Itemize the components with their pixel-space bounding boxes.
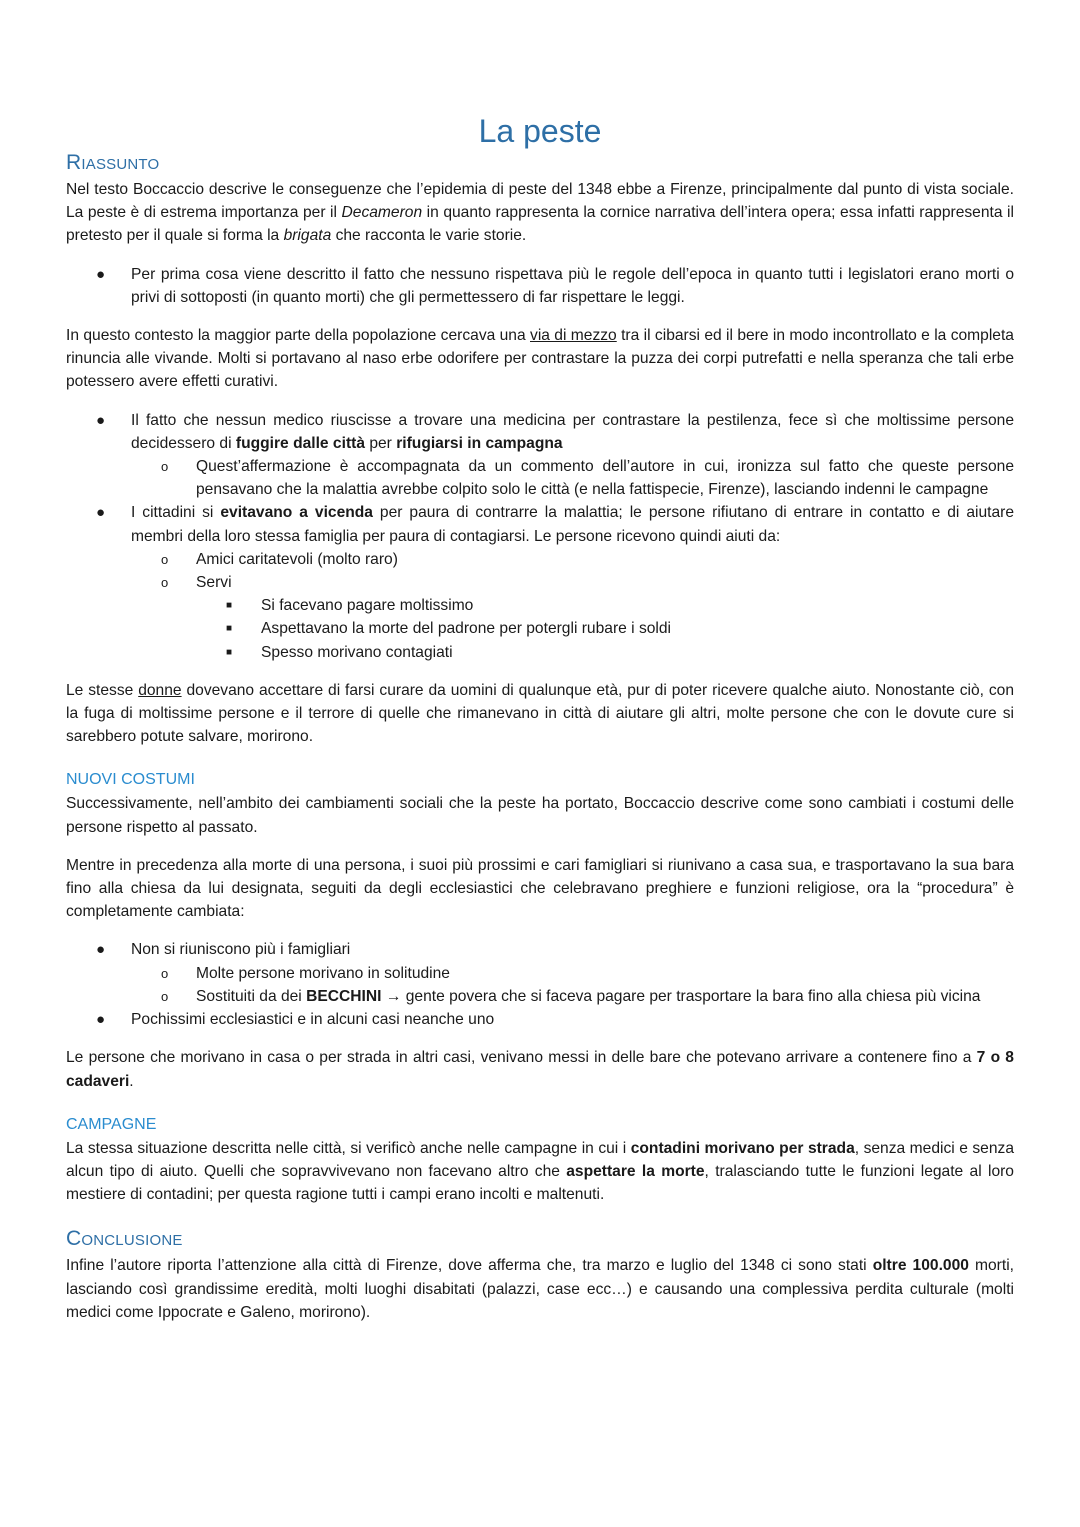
bullet-circle-icon: o: [161, 459, 169, 475]
bullet-disc-icon: ●: [96, 265, 106, 283]
bullet-list: [66, 938, 1014, 1031]
section-heading-nuovi-costumi: NUOVI COSTUMI: [66, 771, 195, 789]
list-item: o Quest’affermazione è accompagnata da un commento dell’autore in cui, ironizza sul fatto che queste persone pensavano che la malattia avrebbe colpito solo le città (e nella fattispecie, Firenze), lasciando indenni le campagne: [131, 455, 1014, 501]
bullet-square-icon: ■: [226, 646, 233, 658]
list-item: ● Per prima cosa viene descritto il fatto che nessuno rispettava più le regole dell’epoca in quanto tutti i legislatori erano morti o privi di sottoposti (in quanto morti) che gli permettessero di far rispettare le leggi.: [66, 263, 1014, 309]
paragraph: Le persone che morivano in casa o per strada in altri casi, venivano messi in delle bare che potevano arrivare a contenere fino a 7 o 8 cadaveri.: [66, 1049, 1014, 1090]
bullet-disc-icon: ●: [96, 1011, 106, 1029]
paragraph: Mentre in precedenza alla morte di una persona, i suoi più prossimi e cari famigliari si riunivano a casa sua, e trasportavano la sua bara fino alla chiesa da lui designata, seguiti da degli ecclesiastici che celebravano preghiere e funzioni religiose, ora la “procedura” è completamente cambiata:: [66, 856, 1014, 921]
bullet-circle-icon: o: [161, 988, 169, 1004]
bullet-square-icon: ■: [226, 623, 233, 635]
paragraph: In questo contesto la maggior parte della popolazione cercava una via di mezzo tra il cibarsi ed il bere in modo incontrollato e la completa rinuncia alle vivande. Molti si portavano al naso erbe odorifere per contrastare la puzza dei corpi putrefatti e nella speranza che tali erbe potessero avere effetti curativi.: [66, 327, 1014, 391]
list-item: o Amici caritatevoli (molto raro): [131, 548, 1014, 571]
list-item: ● I cittadini si evitavano a vicenda per paura di contrarre la malattia; le persone rifiutano di entrare in contatto e di aiutare membri della loro stessa famiglia per paura di contagiarsi. Le persone ricevono quindi aiuti da: o Amici caritatevoli (molto raro) o Servi ■ Si facevano pagare moltissimo ■ Aspettavano la morte del padrone per potergli rubare i soldi ■ Spesso morivano contagiati: [66, 501, 1014, 663]
bullet-circle-icon: o: [161, 965, 169, 981]
paragraph: Le stesse donne dovevano accettare di farsi curare da uomini di qualunque età, pur di poter ricevere qualche aiuto. Nonostante ciò, con la fuga di moltissime persone e il terrore di quelle che rimanevano in città di aiutare gli altri, molte persone che con le dovute cure si sarebbero potute salvare, morirono.: [66, 681, 1014, 746]
page-title: La peste: [478, 113, 602, 150]
bullet-circle-icon: o: [161, 575, 169, 591]
paragraph: Infine l’autore riporta l’attenzione alla città di Firenze, dove afferma che, tra marzo e luglio del 1348 ci sono stati oltre 100.000 morti, lasciando così grandissime eredità, molti luoghi disabitati (palazzi, case ecc…) e causando una complessiva perdita culturale (molti medici come Ippocrate e Galeno, morirono).: [66, 1257, 1014, 1321]
list-item: ■ Spesso morivano contagiati: [196, 641, 1014, 664]
list-item: o Molte persone morivano in solitudine: [131, 962, 1014, 985]
bullet-list: [66, 409, 1014, 664]
paragraph: Successivamente, nell’ambito dei cambiamenti sociali che la peste ha portato, Boccaccio descrive come sono cambiati i costumi delle persone rispetto al passato.: [66, 795, 1014, 836]
section-heading-campagne: CAMPAGNE: [66, 1115, 157, 1133]
bullet-list: [66, 263, 1014, 309]
list-item: o Servi ■ Si facevano pagare moltissimo ■ Aspettavano la morte del padrone per potergli rubare i soldi ■ Spesso morivano contagiati: [131, 571, 1014, 664]
bullet-disc-icon: ●: [96, 411, 106, 429]
section-heading-riassunto: Riassunto: [66, 151, 160, 174]
list-item: ● Pochissimi ecclesiastici e in alcuni casi neanche uno: [66, 1008, 1014, 1031]
bullet-disc-icon: ●: [96, 941, 106, 959]
bullet-square-icon: ■: [226, 600, 233, 612]
list-item: o Sostituiti da dei BECCHINI → gente povera che si faceva pagare per trasportare la bara fino alla chiesa più vicina: [131, 985, 1014, 1008]
list-item: ● Non si riuniscono più i famigliari o Molte persone morivano in solitudine o Sostituiti da dei BECCHINI → gente povera che si faceva pagare per trasportare la bara fino alla chiesa più vicina: [66, 938, 1014, 1008]
section-heading-conclusione: Conclusione: [66, 1227, 183, 1251]
bullet-circle-icon: o: [161, 551, 169, 567]
paragraph: La stessa situazione descritta nelle città, si verificò anche nelle campagne in cui i contadini morivano per strada, senza medici e senza alcun tipo di aiuto. Quelli che sopravvivevano non facevano altro che aspettare la morte, tralasciando tutte le funzioni legate al loro mestiere di contadini; per questa ragione tutti i campi erano incolti e maltenuti.: [66, 1139, 1014, 1204]
list-item: ■ Aspettavano la morte del padrone per potergli rubare i soldi: [196, 617, 1014, 640]
bullet-disc-icon: ●: [96, 504, 106, 522]
paragraph: Nel testo Boccaccio descrive le conseguenze che l’epidemia di peste del 1348 ebbe a Firenze, principalmente dal punto di vista sociale. La peste è di estrema importanza per il Decameron in quanto rappresenta la cornice narrativa dell’intera opera; essa infatti rappresenta il pretesto per il quale si forma la brigata che racconta le varie storie.: [66, 181, 1014, 245]
list-item: ■ Si facevano pagare moltissimo: [196, 594, 1014, 617]
list-item: ● Il fatto che nessun medico riuscisse a trovare una medicina per contrastare la pestilenza, fece sì che moltissime persone decidessero di fuggire dalle città per rifugiarsi in campagna o Quest’affermazione è accompagnata da un commento dell’autore in cui, ironizza sul fatto che queste persone pensavano che la malattia avrebbe colpito solo le città (e nella fattispecie, Firenze), lasciando indenni le campagne: [66, 409, 1014, 502]
document-body: [66, 148, 1014, 1324]
